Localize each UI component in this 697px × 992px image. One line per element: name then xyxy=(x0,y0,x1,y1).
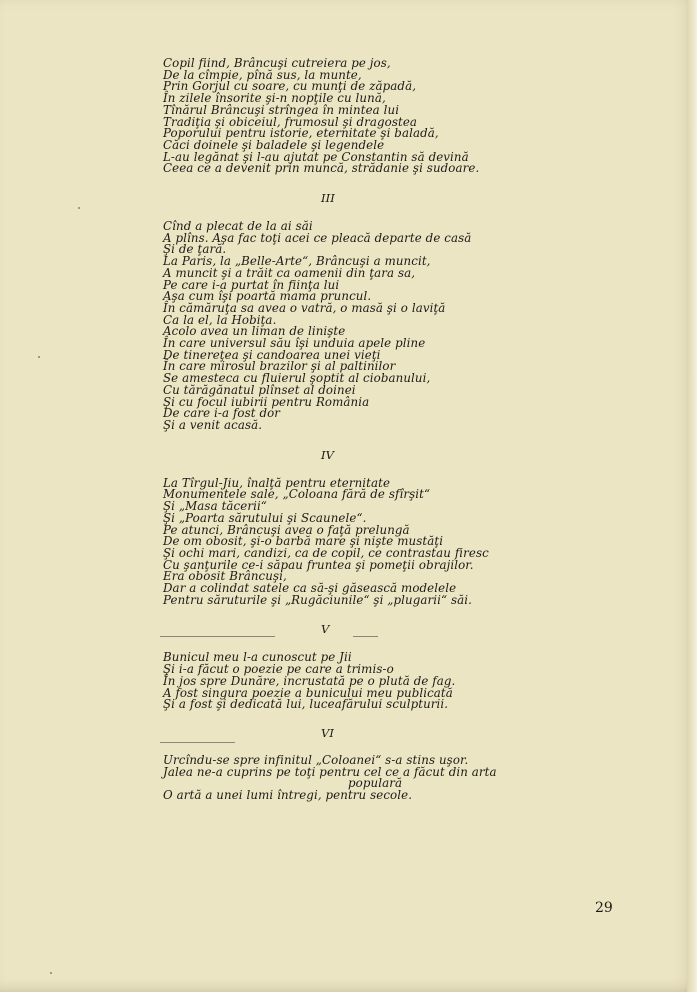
verse-line: Jalea ne-a cuprins pe toţi pentru cel ce a făcut din arta xyxy=(163,764,497,779)
verse-line: Aşa cum îşi poartă mama pruncul. xyxy=(163,289,372,304)
verse-line: Şi cu focul iubirii pentru România xyxy=(163,394,370,409)
verse-line: În care mirosul brazilor şi al paltinilor xyxy=(163,359,396,374)
verse-line: Pe atunci, Brâncuşi avea o faţă prelungă xyxy=(163,522,410,537)
section-heading-iv: IV xyxy=(321,447,335,462)
verse-line: Bunicul meu l-a cunoscut pe Jii xyxy=(163,650,352,665)
verse-line: Pe care i-a purtat în fiinţa lui xyxy=(163,277,340,292)
verse-line: Şi „Poarta sărutului şi Scaunele“. xyxy=(163,510,367,525)
verse-line: Cu şanţurile ce-i săpau fruntea şi pomeţii obrajilor. xyxy=(163,557,474,572)
verse-line: La Paris, la „Belle-Arte“, Brâncuşi a muncit, xyxy=(163,254,431,269)
verse-line: Şi ochi mari, candizi, ca de copil, ce contrastau firesc xyxy=(163,545,489,560)
stanza-intro xyxy=(163,58,633,175)
poem-text xyxy=(163,58,633,802)
verse-line: Pentru săruturile şi „Rugăciunile“ şi „plugarii“ săi. xyxy=(163,592,473,607)
section-heading-iii: III xyxy=(321,191,335,206)
verse-line: L-au legănat şi l-au ajutat pe Constantin să devină xyxy=(163,149,469,164)
stanza-vi xyxy=(163,752,633,803)
verse-line: O artă a unei lumi întregi, pentru secole. xyxy=(163,788,413,803)
section-heading-vi xyxy=(163,711,633,755)
verse-line: De care i-a fost dor xyxy=(163,406,281,421)
verse-line: Acolo avea un liman de linişte xyxy=(163,324,346,339)
verse-line: În cămăruţa sa avea o vatră, o masă şi o laviţă xyxy=(163,300,446,315)
verse-line: În jos spre Dunăre, incrustată pe o plută de fag. xyxy=(163,673,456,688)
verse-line: Cînd a plecat de la ai săi xyxy=(163,219,313,234)
verse-line: Monumentele sale, „Coloana fără de sfîrşit“ xyxy=(163,487,431,502)
pencil-rule xyxy=(160,742,235,743)
verse-line: Şi a fost şi dedicată lui, luceafărului sculpturii. xyxy=(163,697,449,712)
section-heading-v xyxy=(163,606,633,652)
verse-line: În care universul său îşi unduia apele pline xyxy=(163,336,426,351)
verse-line: De om obosit, şi-o barbă mare şi nişte mustăţi xyxy=(163,534,444,549)
verse-line: Căci doinele şi baladele şi legendele xyxy=(163,137,385,152)
verse-line: Tradiţia şi obiceiul, frumosul şi dragostea xyxy=(163,114,418,129)
verse-line: Era obosit Brâncuşi, xyxy=(163,569,287,584)
verse-line: Şi a venit acasă. xyxy=(163,417,263,432)
verse-line: Urcîndu-se spre infinitul „Coloanei“ s-a stins uşor. xyxy=(163,752,469,767)
verse-line: Dar a colindat satele ca să-şi găsească modelele xyxy=(163,581,457,596)
paper-speck xyxy=(78,207,80,209)
verse-line: A plîns. Aşa fac toţi acei ce pleacă departe de casă xyxy=(163,230,472,245)
verse-line: A muncit şi a trăit ca oamenii din ţara sa, xyxy=(163,265,416,280)
verse-line: De la cîmpie, pînă sus, la munte, xyxy=(163,67,362,82)
verse-line: Ca la el, la Hobiţa. xyxy=(163,312,277,327)
verse-line: Cu tărăgănatul plînset al doinei xyxy=(163,382,356,397)
paper-speck xyxy=(50,972,52,974)
verse-line: Şi de ţară. xyxy=(163,242,227,257)
section-heading-vi-label: VI xyxy=(321,725,335,740)
verse-line: Copil fiind, Brâncuşi cutreiera pe jos, xyxy=(163,56,391,70)
pencil-rule xyxy=(160,636,275,637)
page-number: 29 xyxy=(595,900,613,916)
verse-line: Poporului pentru istorie, eternitate şi baladă, xyxy=(163,126,439,141)
verse-line: Se amesteca cu fluierul şoptit al ciobanului, xyxy=(163,371,431,386)
verse-line: Şi i-a făcut o poezie pe care a trimis-o xyxy=(163,662,394,677)
stanza-iv xyxy=(163,475,633,607)
verse-line: Tînărul Brâncuşi strîngea în mintea lui xyxy=(163,102,400,117)
pencil-rule xyxy=(353,636,378,637)
verse-line: De tinereţea şi candoarea unei vieţi xyxy=(163,347,381,362)
verse-line: Şi „Masa tăcerii“ xyxy=(163,499,267,514)
verse-line: A fost singura poezie a bunicului meu publicată xyxy=(163,685,453,700)
verse-line: Prin Gorjul cu soare, cu munţi de zăpadă, xyxy=(163,79,417,94)
stanza-iii xyxy=(163,221,633,432)
verse-line: În zilele însorite şi-n nopţile cu lună, xyxy=(163,91,386,106)
stanza-v xyxy=(163,652,633,711)
paper-speck xyxy=(38,356,40,358)
verse-line: La Tîrgul-Jiu, înalţă pentru eternitate xyxy=(163,475,391,490)
verse-line: populară xyxy=(348,776,403,791)
section-heading-v-label: V xyxy=(321,622,330,637)
verse-line: Ceea ce a devenit prin muncă, strădanie şi sudoare. xyxy=(163,161,480,176)
page-edge-shadow xyxy=(687,0,697,992)
